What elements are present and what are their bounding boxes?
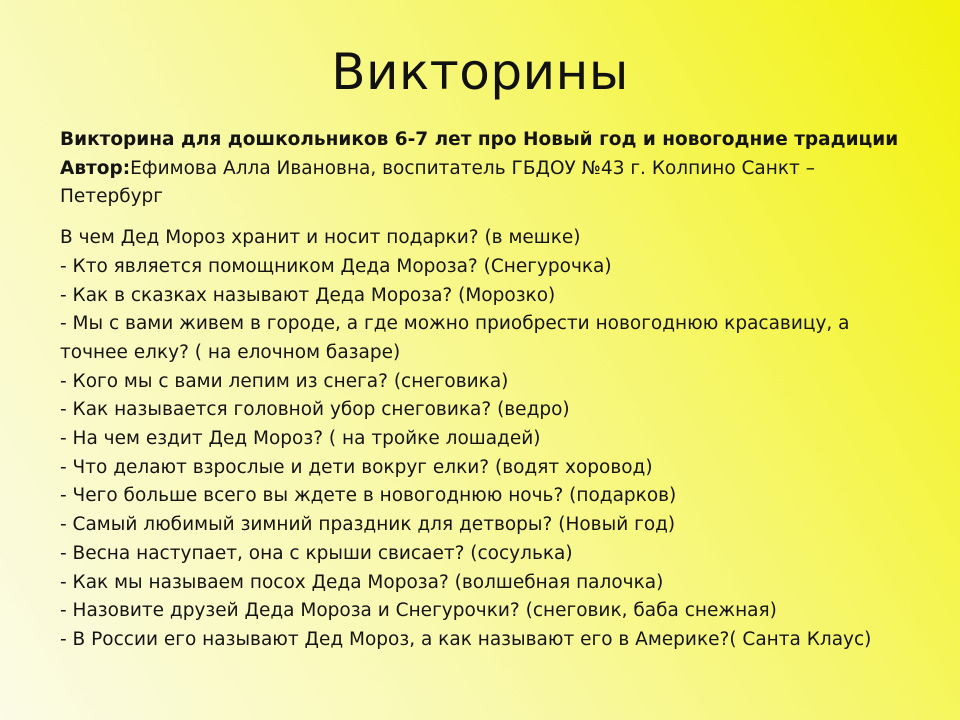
- author-line: [60, 155, 920, 212]
- question-item: - Кто является помощником Деда Мороза? (Снегурочка): [60, 255, 612, 277]
- question-item: - Как называется головной убор снеговика? (ведро): [60, 399, 570, 421]
- question-item: - Назовите друзей Деда Мороза и Снегурочки? (снеговик, баба снежная): [60, 600, 777, 622]
- question-item: - Чего больше всего вы ждете в новогоднюю ночь? (подарков): [60, 485, 677, 507]
- question-item: - Что делают взрослые и дети вокруг елки? (водят хоровод): [60, 456, 653, 478]
- question-item: - На чем ездит Дед Мороз? ( на тройке лошадей): [60, 428, 541, 450]
- author-label: Автор:: [60, 157, 131, 179]
- author-text: Ефимова Алла Ивановна, воспитатель ГБДОУ №43 г. Колпино Санкт – Петербург: [60, 157, 815, 208]
- question-item: В чем Дед Мороз хранит и носит подарки? (в мешке): [60, 227, 581, 249]
- question-item: - Самый любимый зимний праздник для детворы? (Новый год): [60, 514, 676, 536]
- slide-title: Викторины: [331, 43, 629, 101]
- question-item: - Мы с вами живем в городе, а где можно приобрести новогоднюю красавицу, а точнее елку? ( на елочном базаре): [60, 313, 850, 363]
- question-item: - В России его называют Дед Мороз, а как называют его в Америке?( Санта Клаус): [60, 628, 872, 650]
- question-item: - Весна наступает, она с крыши свисает? (сосулька): [60, 542, 573, 564]
- question-item: - Как мы называем посох Деда Мороза? (волшебная палочка): [60, 571, 664, 593]
- question-item: - Как в сказках называют Деда Мороза? (Морозко): [60, 284, 556, 306]
- question-item: - Кого мы с вами лепим из снега? (снеговика): [60, 370, 509, 392]
- slide-content: [60, 126, 920, 655]
- question-list: [60, 224, 920, 655]
- quiz-subtitle: Викторина для дошкольников 6-7 лет про Новый год и новогодние традиции: [60, 129, 899, 150]
